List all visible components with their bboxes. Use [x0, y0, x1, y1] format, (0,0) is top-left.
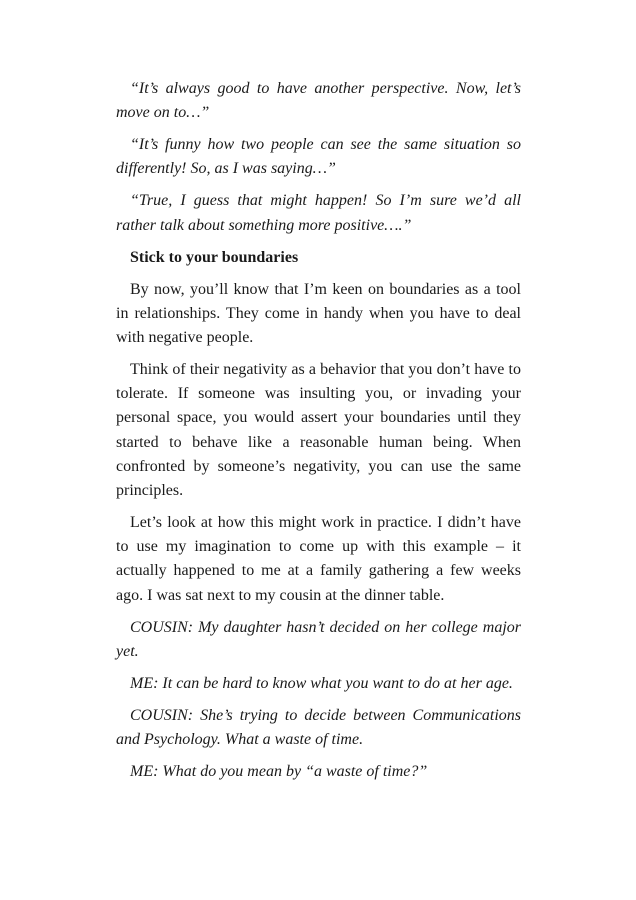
dialogue-line: COUSIN: My daughter hasn’t decided on her college major yet. [116, 618, 521, 660]
quote-paragraph: “It’s funny how two people can see the same situation so differently! So, as I was saying…” [116, 136, 521, 178]
book-page [116, 77, 521, 792]
dialogue-line: ME: It can be hard to know what you want to do at her age. [130, 674, 513, 692]
dialogue-line: COUSIN: She’s trying to decide between Communications and Psychology. What a waste of time. [116, 706, 521, 749]
dialogue-line: ME: What do you mean by “a waste of time?” [130, 763, 428, 781]
section-heading: Stick to your boundaries [130, 248, 299, 266]
body-paragraph: By now, you’ll know that I’m keen on boundaries as a tool in relationships. They come in handy when you have to deal with negative people. [116, 280, 521, 347]
quote-paragraph: “True, I guess that might happen! So I’m sure we’d all rather talk about something more positive….” [116, 192, 521, 234]
body-paragraph: Think of their negativity as a behavior that you don’t have to tolerate. If someone was insulting you, or invading your personal space, you would assert your boundaries until they started to behave like a reasonable human being. When confronted by someone’s negativity, you can use the same principles. [116, 361, 521, 500]
body-paragraph: Let’s look at how this might work in practice. I didn’t have to use my imagination to come up with this example – it actually happened to me at a family gathering a few weeks ago. I was sat next to my cousin at the dinner table. [116, 514, 521, 604]
quote-paragraph: “It’s always good to have another perspective. Now, let’s move on to…” [116, 80, 521, 122]
